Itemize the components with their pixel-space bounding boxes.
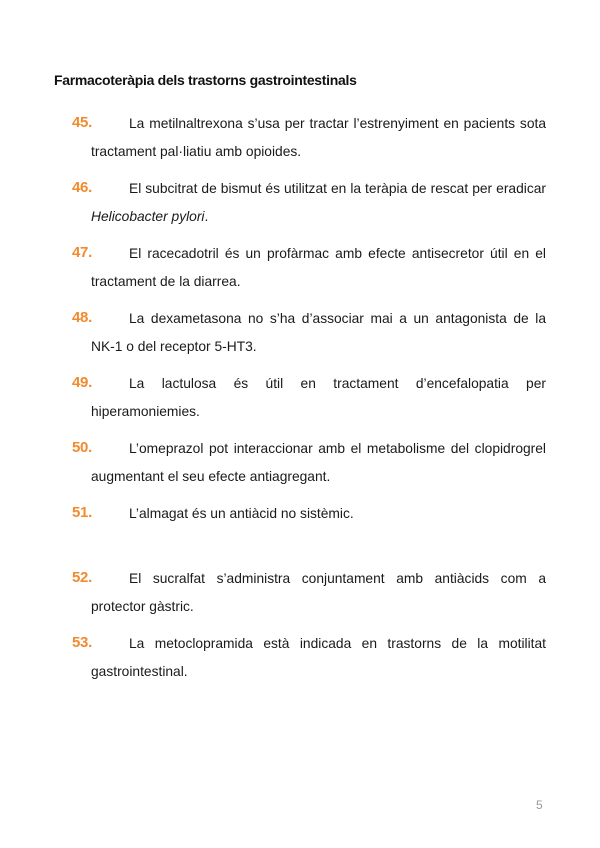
item-text: La metoclopramida està indicada en trastorns de la motilitat gastrointestinal. bbox=[91, 636, 546, 679]
list-item bbox=[72, 305, 546, 370]
item-number: 50. bbox=[72, 439, 92, 456]
item-number: 52. bbox=[72, 569, 92, 586]
list-item bbox=[72, 370, 546, 435]
item-number: 53. bbox=[72, 634, 92, 651]
item-text: L’omeprazol pot interaccionar amb el metabolisme del clopidrogrel augmentant el seu efecte antiagregant. bbox=[91, 441, 546, 484]
item-number: 48. bbox=[72, 309, 92, 326]
item-number: 45. bbox=[72, 114, 92, 131]
item-text: El sucralfat s’administra conjuntament amb antiàcids com a protector gàstric. bbox=[91, 571, 546, 614]
item-number: 47. bbox=[72, 244, 92, 261]
item-text: L’almagat és un antiàcid no sistèmic. bbox=[129, 506, 354, 521]
item-text: El racecadotril és un profàrmac amb efecte antisecretor útil en el tractament de la diarrea. bbox=[91, 246, 546, 289]
item-text-italic: Helicobacter pylori bbox=[91, 209, 205, 224]
list-item bbox=[72, 565, 546, 630]
list-item bbox=[72, 240, 546, 305]
item-text-part: . bbox=[204, 209, 209, 224]
item-text: La lactulosa és útil en tractament d’encefalopatia per hiperamoniemies. bbox=[91, 376, 546, 419]
item-text: La metilnaltrexona s’usa per tractar l’estrenyiment en pacients sota tractament pal·liatiu amb opioides. bbox=[91, 116, 546, 159]
statement-list bbox=[72, 110, 546, 695]
section-heading: Farmacoteràpia dels trastorns gastrointestinals bbox=[54, 72, 357, 88]
list-item bbox=[72, 110, 546, 175]
page-number: 5 bbox=[536, 798, 543, 812]
list-item bbox=[72, 500, 546, 565]
item-number: 51. bbox=[72, 504, 92, 521]
list-item bbox=[72, 630, 546, 695]
item-number: 46. bbox=[72, 179, 92, 196]
item-number: 49. bbox=[72, 374, 92, 391]
list-item bbox=[72, 175, 546, 240]
item-text-part: El subcitrat de bismut és utilitzat en la teràpia de rescat per eradicar bbox=[129, 181, 546, 196]
item-text: La dexametasona no s’ha d’associar mai a un antagonista de la NK-1 o del receptor 5-HT3. bbox=[91, 311, 546, 354]
list-item bbox=[72, 435, 546, 500]
item-text bbox=[91, 175, 546, 231]
